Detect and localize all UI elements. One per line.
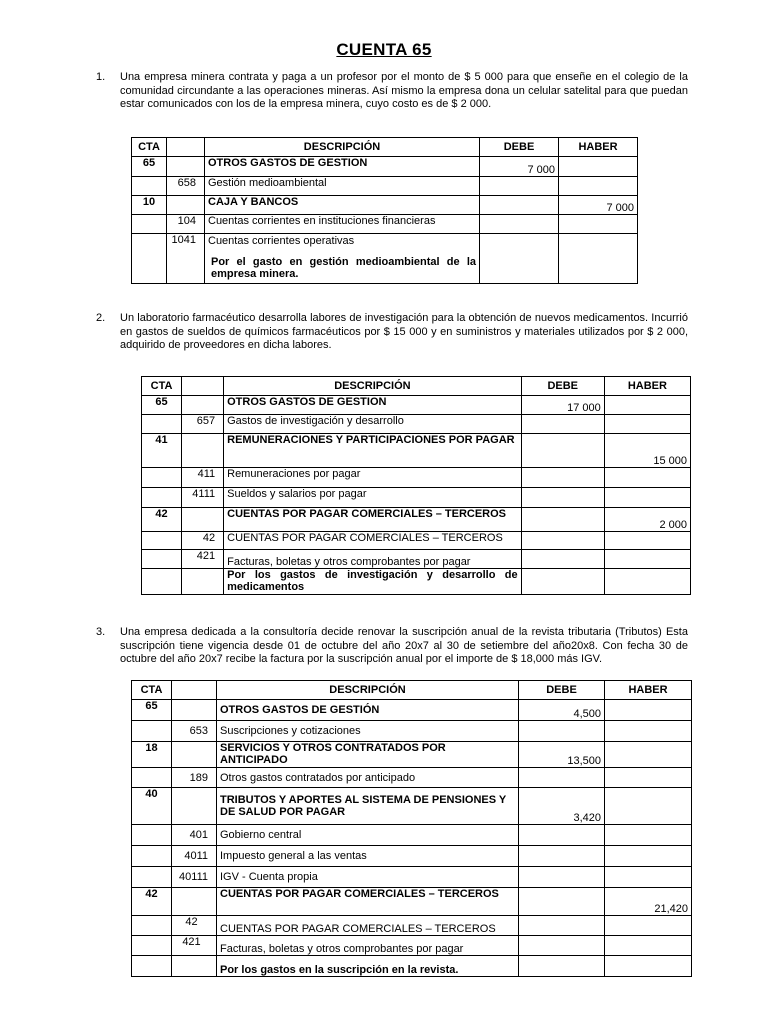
header-subaccount <box>182 377 224 396</box>
debit-amount <box>519 916 605 936</box>
table-row <box>132 700 692 721</box>
account-description: IGV - Cuenta propia <box>217 867 519 888</box>
credit-amount <box>605 768 692 788</box>
case-2-text: Un laboratorio farmacéutico desarrolla labores de investigación para la obtención de nuevos medicamentos. Incurrió en gastos de sueldos de químicos farmacéuticos por $ 15 000 y en suministros y materiales utilizados por $ 2 000, adquirido de proveedores en dicha labores. <box>120 312 688 351</box>
subaccount-code <box>182 396 224 415</box>
credit-amount <box>605 867 692 888</box>
table-row <box>142 488 691 508</box>
table-row <box>132 867 692 888</box>
header-haber: HABER <box>604 377 690 396</box>
credit-amount <box>605 788 692 825</box>
subaccount-code <box>172 700 217 721</box>
account-code: 42 <box>142 508 182 532</box>
account-description: CUENTAS POR PAGAR COMERCIALES – TERCEROS <box>217 916 519 936</box>
debit-amount <box>480 177 559 196</box>
credit-amount <box>604 468 690 488</box>
credit-amount: 15 000 <box>604 434 690 468</box>
account-description: SERVICIOS Y OTROS CONTRATADOS POR ANTICIPADO <box>217 742 519 768</box>
account-code: 18 <box>132 742 172 768</box>
debit-amount <box>519 888 605 916</box>
table-row <box>132 177 638 196</box>
account-description: CUENTAS POR PAGAR COMERCIALES – TERCEROS <box>224 532 522 550</box>
account-code: 65 <box>132 700 172 721</box>
entry-gloss: Por los gastos de investigación y desarrollo de medicamentos <box>224 569 522 595</box>
credit-amount <box>559 157 638 177</box>
account-description: CUENTAS POR PAGAR COMERCIALES – TERCEROS <box>217 888 519 916</box>
debit-amount <box>519 846 605 867</box>
subaccount-code: 658 <box>167 177 205 196</box>
account-description: Facturas, boletas y otros comprobantes por pagar <box>224 550 522 569</box>
subaccount-code: 104 <box>167 215 205 234</box>
empty-cell <box>172 956 217 977</box>
debit-amount <box>521 550 604 569</box>
credit-amount <box>605 700 692 721</box>
subaccount-code: 657 <box>182 415 224 434</box>
debit-amount: 3,420 <box>519 788 605 825</box>
credit-amount <box>605 936 692 956</box>
table-row <box>142 468 691 488</box>
credit-amount <box>559 215 638 234</box>
debit-amount: 17 000 <box>521 396 604 415</box>
account-code <box>132 867 172 888</box>
debit-amount: 13,500 <box>519 742 605 768</box>
debit-amount <box>480 196 559 215</box>
table-row <box>132 916 692 936</box>
empty-cell <box>142 569 182 595</box>
empty-cell <box>132 956 172 977</box>
account-description: Gastos de investigación y desarrollo <box>224 415 522 434</box>
subaccount-code: 4111 <box>182 488 224 508</box>
debit-amount <box>480 234 559 284</box>
subaccount-code: 1041 <box>167 234 205 284</box>
account-description: Cuentas corrientes en instituciones financieras <box>205 215 480 234</box>
debit-amount <box>519 867 605 888</box>
account-code: 42 <box>132 888 172 916</box>
empty-cell <box>182 569 224 595</box>
account-code <box>132 916 172 936</box>
subaccount-code: 42 <box>182 532 224 550</box>
subaccount-code: 421 <box>182 550 224 569</box>
header-debe: DEBE <box>519 681 605 700</box>
subaccount-code: 42 <box>172 916 217 936</box>
account-description: OTROS GASTOS DE GESTION <box>205 157 480 177</box>
table-row <box>132 936 692 956</box>
subaccount-code: 4011 <box>172 846 217 867</box>
account-code: 65 <box>132 157 167 177</box>
debit-amount <box>480 215 559 234</box>
header-cta: CTA <box>132 138 167 157</box>
table-row <box>142 532 691 550</box>
subaccount-code <box>167 157 205 177</box>
debit-amount: 4,500 <box>519 700 605 721</box>
account-description: Facturas, boletas y otros comprobantes por pagar <box>217 936 519 956</box>
debit-amount <box>521 488 604 508</box>
account-description: Gestión medioambiental <box>205 177 480 196</box>
header-subaccount <box>172 681 217 700</box>
credit-amount <box>604 415 690 434</box>
credit-amount <box>605 916 692 936</box>
table-row <box>132 721 692 742</box>
account-code <box>142 488 182 508</box>
header-haber: HABER <box>605 681 692 700</box>
case-1-number: 1. <box>96 71 106 83</box>
credit-amount <box>605 846 692 867</box>
case-3-text: Una empresa dedicada a la consultoría decide renovar la suscripción anual de la revista tributaria (Tributos) Esta suscripción tiene vigencia desde 01 de octubre del año 20x7 al 30 de setiembre del año20x8. Con fecha 30 de octubre del año 20x7 recibe la factura por la suscripción anual por el importe de $ 18,000 más IGV. <box>120 626 688 665</box>
credit-amount <box>559 234 638 284</box>
journal-entry-table-2 <box>141 376 691 595</box>
case-2-number: 2. <box>96 312 106 324</box>
account-code <box>142 468 182 488</box>
account-description-with-glosa <box>205 234 480 284</box>
table-row <box>132 768 692 788</box>
account-description: Gobierno central <box>217 825 519 846</box>
account-description: OTROS GASTOS DE GESTION <box>224 396 522 415</box>
account-description: Remuneraciones por pagar <box>224 468 522 488</box>
account-code <box>132 936 172 956</box>
table-row <box>132 888 692 916</box>
table-header-row <box>132 681 692 700</box>
table-row <box>142 415 691 434</box>
account-code: 41 <box>142 434 182 468</box>
empty-cell <box>605 956 692 977</box>
table-row <box>132 196 638 215</box>
debit-amount <box>521 415 604 434</box>
account-code <box>132 721 172 742</box>
account-description: Otros gastos contratados por anticipado <box>217 768 519 788</box>
subaccount-code <box>172 788 217 825</box>
credit-amount <box>605 721 692 742</box>
credit-amount <box>604 550 690 569</box>
credit-amount <box>559 177 638 196</box>
table-header-row <box>142 377 691 396</box>
credit-amount: 2 000 <box>604 508 690 532</box>
table-row <box>132 234 638 284</box>
journal-entry-table-3 <box>131 680 692 977</box>
table-row <box>132 825 692 846</box>
debit-amount <box>519 825 605 846</box>
account-description: Suscripciones y cotizaciones <box>217 721 519 742</box>
account-code: 10 <box>132 196 167 215</box>
table-row <box>132 157 638 177</box>
table-row <box>142 550 691 569</box>
debit-amount <box>521 468 604 488</box>
account-code <box>142 550 182 569</box>
debit-amount: 7 000 <box>480 157 559 177</box>
table-row-gloss <box>132 956 692 977</box>
subaccount-code: 40111 <box>172 867 217 888</box>
subaccount-code: 411 <box>182 468 224 488</box>
account-code <box>132 768 172 788</box>
credit-amount: 7 000 <box>559 196 638 215</box>
table-row <box>132 215 638 234</box>
header-cta: CTA <box>142 377 182 396</box>
account-description: Impuesto general a las ventas <box>217 846 519 867</box>
header-debe: DEBE <box>521 377 604 396</box>
account-description: Sueldos y salarios por pagar <box>224 488 522 508</box>
subaccount-code <box>172 742 217 768</box>
subaccount-code <box>172 888 217 916</box>
debit-amount <box>521 434 604 468</box>
debit-amount <box>519 768 605 788</box>
page-title: CUENTA 65 <box>336 40 432 59</box>
header-descripcion: DESCRIPCIÓN <box>205 138 480 157</box>
table-header-row <box>132 138 638 157</box>
account-description: Cuentas corrientes operativas <box>208 235 355 247</box>
account-description: CAJA Y BANCOS <box>205 196 480 215</box>
account-description: TRIBUTOS Y APORTES AL SISTEMA DE PENSIONES Y DE SALUD POR PAGAR <box>217 788 519 825</box>
entry-gloss: Por los gastos en la suscripción en la revista. <box>217 956 519 977</box>
header-debe: DEBE <box>480 138 559 157</box>
table-row <box>142 396 691 415</box>
debit-amount <box>521 532 604 550</box>
credit-amount <box>604 396 690 415</box>
account-code <box>132 846 172 867</box>
header-subaccount <box>167 138 205 157</box>
account-description: OTROS GASTOS DE GESTIÓN <box>217 700 519 721</box>
account-code <box>132 215 167 234</box>
case-1-text: Una empresa minera contrata y paga a un profesor por el monto de $ 5 000 para que enseñe en el colegio de la comunidad circundante a las operaciones mineras. Así mismo la empresa dona un celular satelital para que puedan estar comunicados con los de la empresa minera, cuyo costo es de $ 2 000. <box>120 71 688 110</box>
credit-amount <box>605 742 692 768</box>
account-code <box>132 177 167 196</box>
subaccount-code <box>182 434 224 468</box>
header-haber: HABER <box>559 138 638 157</box>
subaccount-code: 401 <box>172 825 217 846</box>
debit-amount <box>521 508 604 532</box>
account-description: CUENTAS POR PAGAR COMERCIALES – TERCEROS <box>224 508 522 532</box>
account-code <box>142 532 182 550</box>
empty-cell <box>519 956 605 977</box>
empty-cell <box>604 569 690 595</box>
credit-amount: 21,420 <box>605 888 692 916</box>
case-3-number: 3. <box>96 626 106 638</box>
header-cta: CTA <box>132 681 172 700</box>
account-code: 40 <box>132 788 172 825</box>
subaccount-code <box>182 508 224 532</box>
debit-amount <box>519 721 605 742</box>
account-code: 65 <box>142 396 182 415</box>
header-descripcion: DESCRIPCIÓN <box>217 681 519 700</box>
account-code <box>142 415 182 434</box>
journal-entry-table-1 <box>131 137 638 284</box>
entry-gloss: Por el gasto en gestión medioambiental de la empresa minera. <box>211 256 476 280</box>
subaccount-code: 421 <box>172 936 217 956</box>
table-row <box>142 508 691 532</box>
account-code <box>132 234 167 284</box>
table-row-gloss <box>142 569 691 595</box>
account-description: REMUNERACIONES Y PARTICIPACIONES POR PAGAR <box>224 434 522 468</box>
table-row <box>132 742 692 768</box>
subaccount-code: 653 <box>172 721 217 742</box>
subaccount-code <box>167 196 205 215</box>
empty-cell <box>521 569 604 595</box>
credit-amount <box>604 532 690 550</box>
header-descripcion: DESCRIPCIÓN <box>224 377 522 396</box>
table-row <box>142 434 691 468</box>
credit-amount <box>604 488 690 508</box>
subaccount-code: 189 <box>172 768 217 788</box>
debit-amount <box>519 936 605 956</box>
credit-amount <box>605 825 692 846</box>
table-row <box>132 788 692 825</box>
table-row <box>132 846 692 867</box>
account-code <box>132 825 172 846</box>
